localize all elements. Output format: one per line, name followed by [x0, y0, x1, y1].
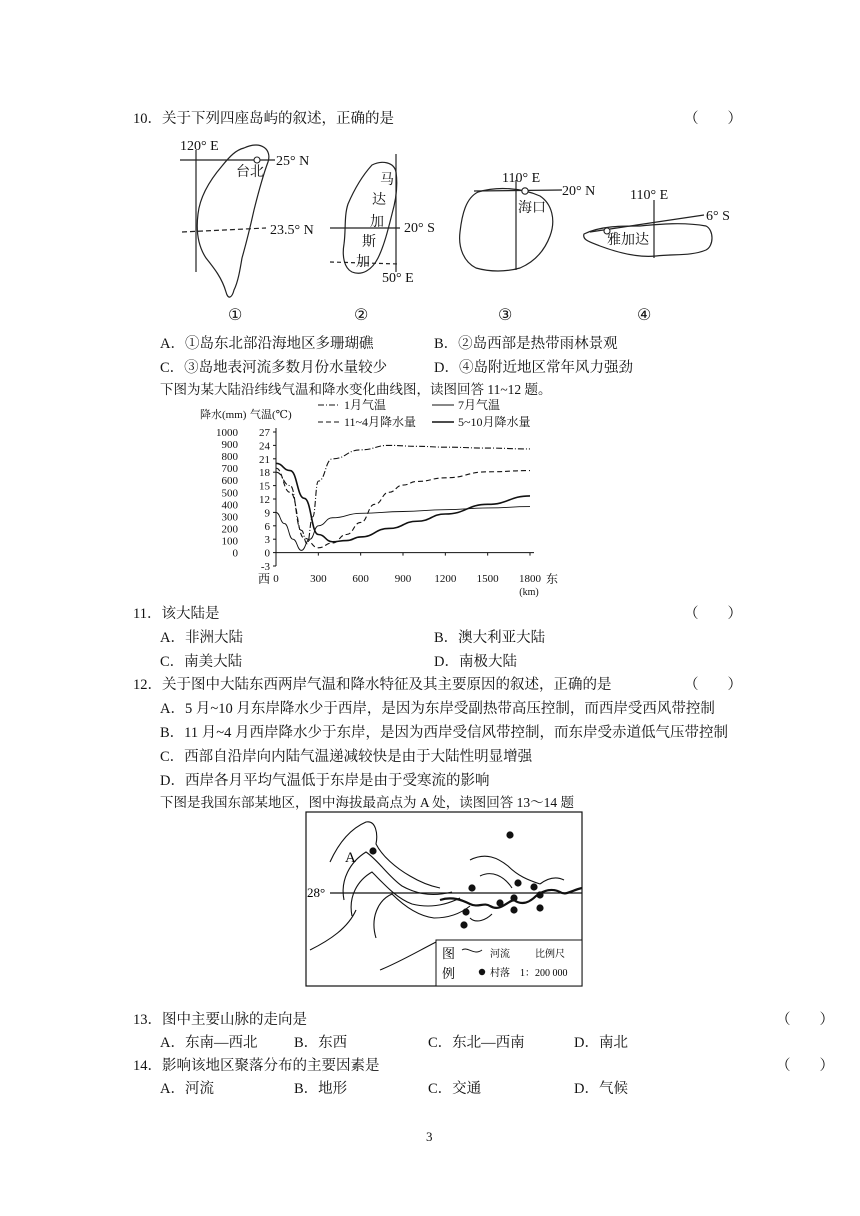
map1-number: ① — [228, 307, 243, 324]
q11-stem: 11．该大陆是 — [133, 606, 220, 622]
village-marker — [369, 847, 376, 854]
q14-option-a[interactable]: A．河流 — [160, 1081, 214, 1097]
map3-lon: 110° E — [502, 171, 541, 186]
series-line-3 — [276, 463, 530, 541]
map2-name-1: 达 — [372, 193, 386, 208]
temp-tick-label: 9 — [264, 507, 270, 520]
map4-lat: 6° S — [706, 209, 730, 224]
q10-option-b[interactable]: B．②岛西部是热带雨林景观 — [434, 336, 618, 352]
latitude-28-label: 28° — [307, 885, 326, 900]
region-map — [0, 808, 860, 988]
map4-number: ④ — [637, 307, 652, 324]
x-east-label: 东 — [546, 572, 559, 586]
temp-axis-label: 气温(℃) — [250, 409, 292, 421]
x-tick-label: 1800 — [519, 573, 541, 585]
legend-scale-title: 比例尺 — [535, 949, 565, 960]
q14-option-c[interactable]: C．交通 — [428, 1081, 482, 1097]
temp-tick-label: 12 — [259, 494, 270, 506]
map2-name-2: 加 — [370, 215, 384, 230]
q13-answer-paren: （ ） — [776, 1012, 834, 1028]
x-tick-label: 300 — [310, 573, 327, 585]
temp-tick-label: 18 — [259, 467, 270, 480]
temp-tick-label: 3 — [264, 534, 270, 547]
x-axis-unit: (km) — [519, 587, 539, 598]
x-tick-label: 1500 — [476, 573, 499, 585]
village-marker — [462, 908, 469, 915]
map1-lat2: 23.5° N — [270, 223, 314, 238]
precip-tick-label: 300 — [221, 511, 238, 524]
q11-option-d[interactable]: D．南极大陆 — [434, 654, 517, 670]
map1-lon: 120° E — [180, 139, 219, 154]
map1-city: 台北 — [236, 165, 264, 180]
q12-option-c[interactable]: C．西部自沿岸向内陆气温递减较快是由于大陆性明显增强 — [160, 749, 533, 765]
q13-option-d[interactable]: D．南北 — [574, 1035, 628, 1051]
village-marker — [496, 899, 503, 906]
precip-tick-label: 700 — [221, 463, 238, 476]
map2-name-3: 斯 — [362, 235, 376, 250]
q13-option-a[interactable]: A．东南—西北 — [160, 1035, 258, 1051]
x-tick-label: 600 — [352, 573, 369, 585]
q10-stem: 10．关于下列四座岛屿的叙述，正确的是 — [133, 111, 394, 127]
island-maps — [0, 130, 860, 330]
q12-stem: 12．关于图中大陆东西两岸气温和降水特征及其主要原因的叙述，正确的是 — [133, 677, 612, 693]
legend-label-3: 5~10月降水量 — [458, 415, 531, 429]
q14-answer-paren: （ ） — [776, 1058, 834, 1074]
precip-tick-label: 200 — [221, 523, 238, 536]
q11-option-b[interactable]: B．澳大利亚大陆 — [434, 630, 546, 646]
village-marker — [530, 883, 537, 890]
map1-lat1: 25° N — [276, 154, 310, 169]
q14-option-d[interactable]: D．气候 — [574, 1081, 628, 1097]
haikou-marker — [522, 188, 528, 194]
x-tick-label: 900 — [394, 573, 412, 585]
q12-option-d[interactable]: D．西岸各月平均气温低于东岸是由于受寒流的影响 — [160, 773, 490, 789]
legend-label-2: 11~4月降水量 — [344, 415, 417, 429]
page-number: 3 — [426, 1129, 433, 1144]
map4-lon: 110° E — [630, 188, 669, 203]
map4-city: 雅加达 — [607, 233, 649, 248]
legend-title-1: 图 — [442, 946, 456, 961]
village-marker — [468, 884, 475, 891]
x-tick-label: 0 — [273, 573, 279, 585]
q13-stem: 13．图中主要山脉的走向是 — [133, 1012, 307, 1028]
temp-tick-label: 21 — [259, 453, 270, 466]
precip-tick-label: 400 — [221, 499, 238, 512]
legend-label-1: 7月气温 — [458, 398, 501, 412]
q11-option-c[interactable]: C．南美大陆 — [160, 654, 243, 670]
map2-lat: 20° S — [404, 221, 435, 236]
legend-village-icon — [479, 969, 485, 975]
village-marker — [510, 894, 517, 901]
map2-number: ② — [354, 307, 369, 324]
village-marker — [536, 904, 543, 911]
taipei-marker — [254, 157, 260, 163]
temp-tick-label: 24 — [259, 440, 270, 453]
temp-tick-label: -3 — [260, 561, 270, 573]
map2-lon: 50° E — [382, 271, 414, 286]
temp-tick-label: 6 — [264, 520, 270, 533]
temp-tick-label: 27 — [259, 427, 270, 439]
q10-option-a[interactable]: A．①岛东北部沿海地区多珊瑚礁 — [160, 336, 374, 352]
q13-option-c[interactable]: C．东北—西南 — [428, 1035, 525, 1051]
map2-name-0: 马 — [380, 173, 394, 188]
q10-option-d[interactable]: D．④岛附近地区常年风力强劲 — [434, 360, 633, 376]
x-west-label: 西 — [258, 572, 271, 586]
q12-answer-paren: （ ） — [684, 677, 742, 693]
climate-chart — [0, 398, 860, 598]
precip-tick-label: 600 — [221, 475, 238, 488]
legend-title-2: 例 — [442, 966, 456, 981]
intro-11-12: 下图为某大陆沿纬线气温和降水变化曲线图，读图回答 11~12 题。 — [160, 382, 552, 397]
legend-scale: 1：200 000 — [520, 968, 568, 979]
precip-tick-label: 900 — [221, 439, 238, 452]
q12-option-a[interactable]: A．5 月~10 月东岸降水少于西岸，是因为东岸受副热带高压控制，而西岸受西风带控制 — [160, 701, 715, 717]
q13-option-b[interactable]: B．东西 — [294, 1035, 348, 1051]
village-marker — [460, 921, 467, 928]
x-tick-label: 1200 — [434, 573, 457, 585]
precip-axis-label: 降水(mm) — [200, 409, 247, 421]
precip-tick-label: 500 — [221, 487, 238, 500]
legend-box — [436, 940, 582, 986]
q14-stem: 14．影响该地区聚落分布的主要因素是 — [133, 1058, 380, 1074]
q11-answer-paren: （ ） — [684, 606, 742, 622]
map3-number: ③ — [498, 307, 513, 324]
point-a-label: A — [345, 850, 356, 866]
q14-option-b[interactable]: B．地形 — [294, 1081, 348, 1097]
village-marker — [510, 906, 517, 913]
village-marker — [514, 879, 521, 886]
intro-13-14: 下图是我国东部某地区，图中海拔最高点为 A 处，读图回答 13～14 题 — [160, 795, 575, 810]
map2-name-4: 加 — [356, 255, 370, 270]
q11-option-a[interactable]: A．非洲大陆 — [160, 630, 243, 646]
precip-tick-label: 800 — [221, 451, 238, 464]
q10-answer-paren: （ ） — [684, 111, 742, 127]
precip-tick-label: 0 — [232, 547, 238, 560]
taiwan-lat-line-23-5 — [182, 228, 266, 232]
q12-option-b[interactable]: B．11 月~4 月西岸降水少于东岸，是因为西岸受信风带控制，而东岸受赤道低气压带控制 — [160, 725, 728, 741]
village-marker — [536, 891, 543, 898]
map3-lat: 20° N — [562, 184, 596, 199]
temp-tick-label: 0 — [264, 547, 270, 560]
village-marker — [506, 831, 513, 838]
precip-tick-label: 1000 — [216, 427, 238, 439]
map3-city: 海口 — [518, 201, 546, 216]
q10-option-c[interactable]: C．③岛地表河流多数月份水量较少 — [160, 360, 388, 376]
legend-label-0: 1月气温 — [344, 398, 387, 412]
legend-village: 村落 — [490, 968, 510, 979]
legend-river: 河流 — [490, 949, 510, 960]
precip-tick-label: 100 — [221, 535, 238, 548]
temp-tick-label: 15 — [259, 480, 270, 493]
